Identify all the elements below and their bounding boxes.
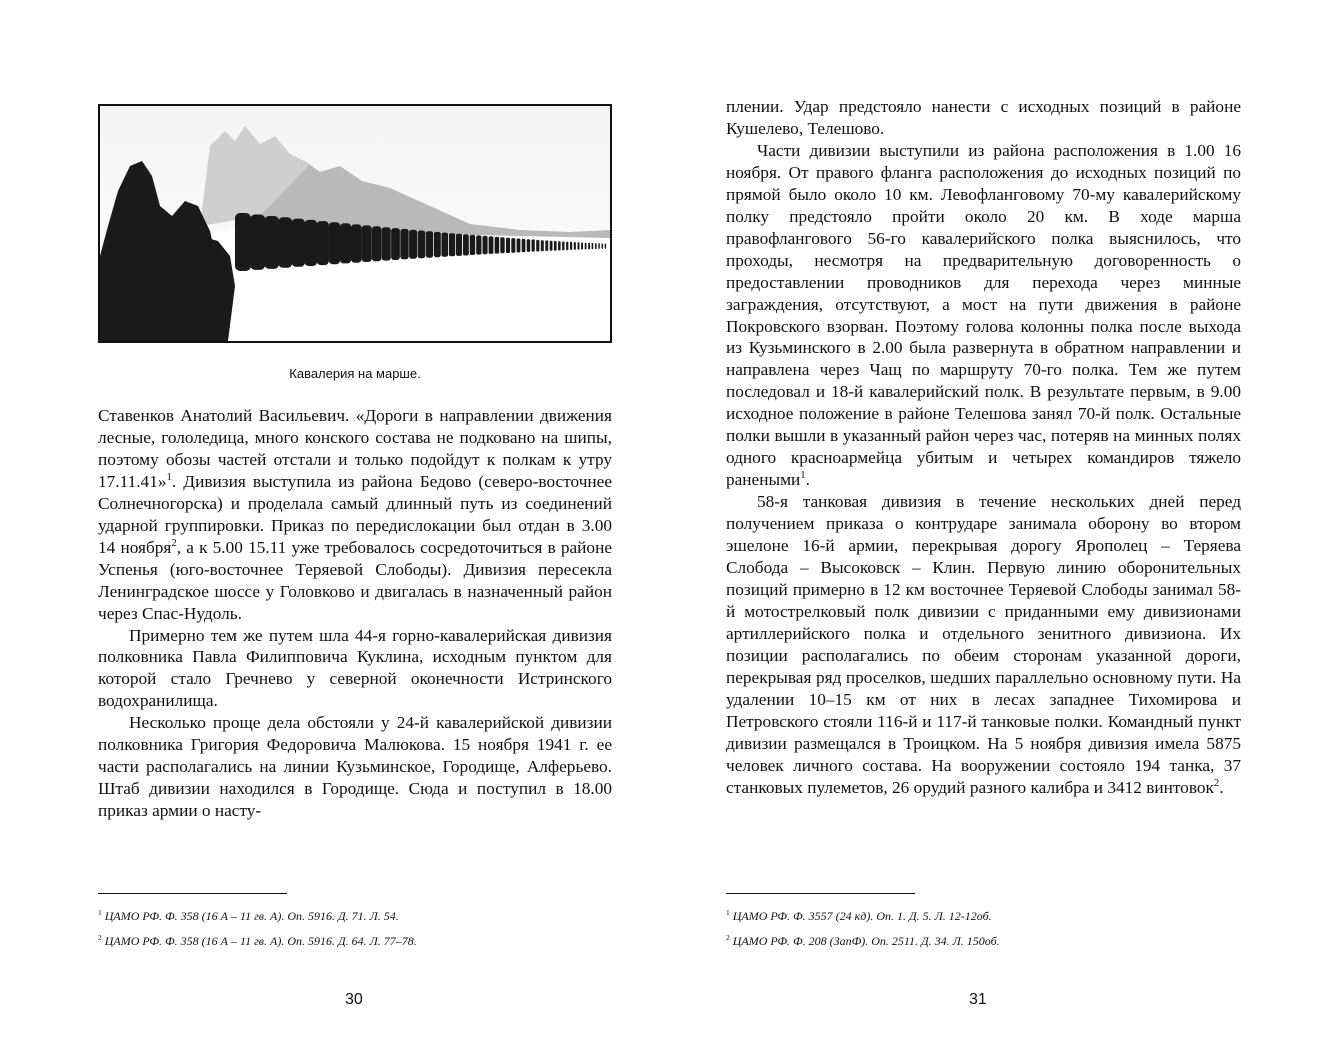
column-rider [578, 242, 580, 249]
footnote-divider [98, 893, 287, 894]
column-rider [562, 242, 564, 251]
right-page [666, 0, 1333, 1045]
paragraph: Ставенков Анатолий Васильевич. «Дороги в направлении движения лесные, гололедица, много конского состава не подковано на шипы, поэтому обозы частей отстали и только подойдут к полкам к утру 17.11.41»$^1$. Дивизия выступила из района Бедово (северо-восточнее Солнечногорска) и проделала самый длинный путь из соединений ударной группировки. Приказ по передислокации был отдан в 3.00 14 ноября$^2$, а к 5.00 15.11 уже требовалось сосредоточиться в районе Успенья (юго-восточнее Теряевой Слободы). Дивизия пересекла Ленинградское шоссе у Головково и двигалась в назначенный район через Спас-Нудоль. [98, 406, 612, 623]
column-rider [588, 243, 590, 249]
footnote-ref: 1 [166, 471, 172, 484]
column-rider [570, 242, 572, 250]
column-rider [522, 239, 526, 252]
column-rider [581, 243, 583, 250]
column-rider [506, 238, 510, 253]
column-rider [550, 241, 553, 251]
column-rider [426, 231, 433, 258]
footnote: $^1$ ЦАМО РФ. Ф. 3557 (24 кд). Оп. 1. Д. 5. Л. 12-12об. [726, 908, 992, 923]
footnotes [98, 904, 417, 954]
column-rider [329, 222, 341, 264]
column-rider [304, 220, 317, 266]
page-number: 30 [345, 991, 363, 1008]
column-rider [574, 242, 576, 250]
column-rider [434, 232, 441, 257]
column-rider [598, 243, 600, 249]
column-rider [592, 243, 594, 249]
column-rider [558, 241, 561, 250]
footnote: $^2$ ЦАМО РФ. Ф. 358 (16 А – 11 гв. А). Оп. 5916. Д. 64. Л. 77–78. [98, 933, 417, 948]
column-rider [250, 215, 265, 270]
column-rider [554, 241, 557, 251]
footnote-ref: 2 [171, 536, 177, 549]
column-rider [235, 213, 251, 271]
column-rider [476, 235, 481, 254]
column-rider [541, 240, 544, 251]
column-rider [292, 219, 305, 267]
column-rider [527, 239, 531, 252]
footnote-ref: 2 [1213, 776, 1220, 789]
column-rider [536, 240, 539, 252]
column-rider [463, 234, 469, 255]
column-rider [489, 236, 494, 254]
column-rider [391, 228, 400, 260]
column-rider [595, 243, 597, 249]
paragraph: плении. Удар предстояло нанести с исходных позиций в районе Кушелево, Телешово. [726, 97, 1241, 138]
column-rider [317, 221, 329, 265]
column-rider [449, 233, 455, 256]
column-rider [409, 230, 417, 259]
paragraph: Части дивизии выступили из района расположения в 1.00 16 ноября. От правого фланга расположения до исходных позиций по прямой было около 10 км. Левофланговому 70-му кавалерийскому полку предстояло пройти около 20 км. В ходе марша правофлангового 56-го кавалерийского полка выяснилось, что проходы, несмотря на предварительную договоренность о предоставлении проводников для перехода через минные заграждения, отсутствуют, а мост на пути движения в районе Покровского взорван. Поэтому голова колонны полка после выхода из Кузьминского в 2.00 была развернута в обратном направлении и направлена через Чащ по маршруту 70-го полка. Тем же путем последовал и 18-й кавалерийский полк. В результате первым, в 9.00 исходное положение в районе Телешова занял 70-й полк. Остальные полки вышли в указанный район через час, потеряв на минных полях одного красноармейца убитым и четырех командиров тяжело ранеными$^1$. [726, 140, 1241, 490]
paragraph: 58-я танковая дивизия в течение нескольких дней перед получением приказа о контрударе занимала оборону во втором эшелоне 16-й армии, перекрывая дорогу Ярополец – Теряева Слобода – Высоковск – Клин. Первую линию оборонительных позиций примерно в 12 км восточнее Теряевой Слободы занимал 58-й мотострелковый полк дивизии с приданными ему дивизионами артиллерийского полка и отдельного зенитного дивизиона. Их позиции располагались по обеим сторонам указанной дороги, перекрывая ряд проселков, шедших параллельно основному пути. На удалении 10–15 км от них в лесах западнее Тихомирова и Петровского стояли 116-й и 117-й танковые полки. Командный пункт дивизии размещался в Троицком. На 5 ноября дивизия имела 5875 человек личного состава. На вооружении состояло 194 танка, 37 станковых пулеметов, 26 орудий разного калибра и 3412 винтовок$^2$. [726, 492, 1241, 797]
column-rider [495, 237, 500, 254]
footnote: $^1$ ЦАМО РФ. Ф. 358 (16 А – 11 гв. А). Оп. 5916. Д. 71. Л. 54. [98, 908, 399, 923]
column-rider [585, 243, 587, 250]
column-rider [470, 235, 476, 255]
footnote: $^2$ ЦАМО РФ. Ф. 208 (ЗапФ). Оп. 2511. Д. 34. Л. 150об. [726, 933, 1000, 948]
column-rider [340, 223, 351, 263]
column-rider [602, 244, 604, 249]
page-number: 31 [969, 991, 987, 1008]
footnotes [726, 904, 1000, 954]
column-rider [532, 240, 535, 252]
column-rider [372, 226, 382, 261]
paragraph: Примерно тем же путем шла 44-я горно-кавалерийская дивизия полковника Павла Филипповича Куклина, исходным пунктом для которой стало Гречнево у северной оконечности Истринского водохранилища. [98, 625, 612, 711]
left-body-text [98, 405, 612, 822]
paragraph: Несколько проще дела обстояли у 24-й кавалерийской дивизии полковника Григория Федоровича Малюкова. 15 ноября 1941 г. ее части располагались на линии Кузьминское, Городище, Алферьево. Штаб дивизии находился в Городище. Сюда и поступил в 18.00 приказ армии о насту- [98, 713, 612, 821]
column-rider [456, 234, 462, 256]
column-rider [362, 225, 372, 262]
column-rider [511, 238, 515, 253]
column-rider [441, 233, 448, 257]
column-rider [566, 242, 568, 250]
column-rider [517, 239, 521, 253]
right-body-text [726, 96, 1241, 799]
footnote-divider [726, 893, 915, 894]
footnote-ref: 1 [800, 469, 806, 482]
column-rider [483, 236, 488, 254]
column-rider [545, 240, 548, 251]
column-rider [351, 224, 362, 262]
column-rider [264, 216, 279, 269]
photo-caption: Кавалерия на марше. [289, 366, 421, 381]
column-rider [400, 229, 408, 259]
left-page [0, 0, 666, 1045]
column-rider [278, 217, 292, 267]
column-rider [500, 237, 504, 253]
column-rider [418, 231, 426, 259]
cavalry-photo [98, 104, 612, 343]
column-rider [382, 227, 391, 260]
column-rider [605, 244, 606, 249]
